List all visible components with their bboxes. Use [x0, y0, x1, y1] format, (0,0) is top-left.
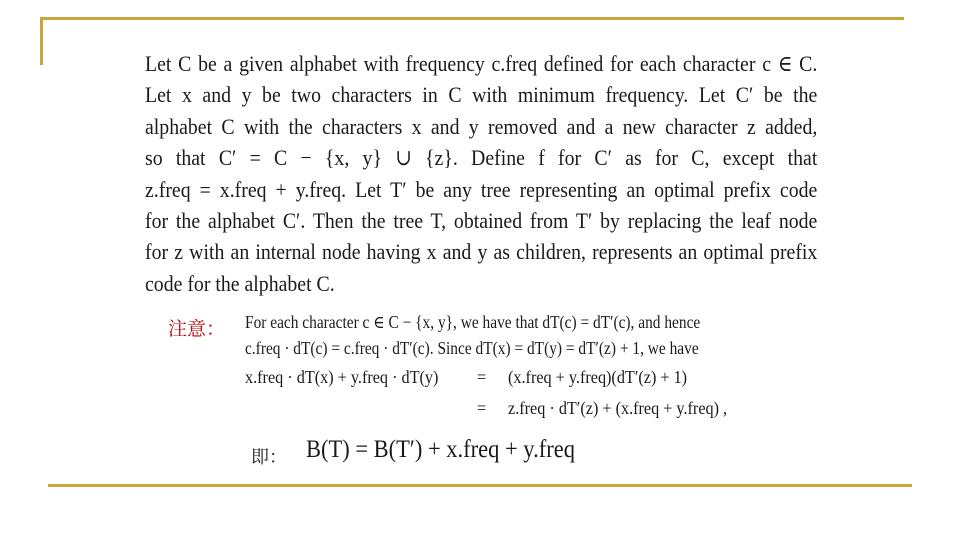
bottom-rule — [48, 484, 912, 487]
conclusion-label: 即： — [251, 447, 287, 468]
theorem-line: for the alphabet C′. Then the tree T, obtained from T′ by replacing the leaf node — [145, 208, 818, 234]
equals-sign: = — [477, 367, 487, 387]
theorem-line: alphabet C with the characters x and y removed and a new character z added, — [145, 113, 818, 139]
theorem-line: so that C′ = C − {x, y} ∪ {z}. Define f for C′ as for C, except that — [145, 145, 818, 171]
note-line: For each character c ∈ C − {x, y}, we have that dT(c) = dT′(c), and hence — [245, 312, 701, 332]
conclusion-equation: B(T) = B(T′) + x.freq + y.freq — [306, 436, 575, 463]
top-rule — [40, 17, 904, 20]
note-label: 注意： — [168, 318, 226, 340]
theorem-line: code for the alphabet C. — [145, 270, 335, 296]
theorem-line: z.freq = x.freq + y.freq. Let T′ be any tree representing an optimal prefix code — [145, 176, 818, 202]
left-rule — [40, 17, 43, 65]
theorem-line: Let x and y be two characters in C with minimum frequency. Let C′ be the — [145, 82, 818, 108]
equals-sign: = — [477, 398, 487, 418]
equation-rhs-step1: (x.freq + y.freq)(dT′(z) + 1) — [508, 367, 688, 387]
equation-rhs-step2: z.freq · dT′(z) + (x.freq + y.freq) , — [508, 398, 728, 418]
equation-lhs: x.freq · dT(x) + y.freq · dT(y) — [245, 367, 439, 387]
theorem-line: Let C be a given alphabet with frequency c.freq defined for each character c ∈ C. — [145, 51, 818, 76]
theorem-paragraph — [145, 48, 817, 299]
note-line: c.freq · dT(c) = c.freq · dT′(c). Since dT(x) = dT(y) = dT′(z) + 1, we have — [245, 338, 699, 358]
note-text — [245, 309, 700, 361]
theorem-line: for z with an internal node having x and y as children, represents an optimal prefix — [145, 239, 818, 265]
